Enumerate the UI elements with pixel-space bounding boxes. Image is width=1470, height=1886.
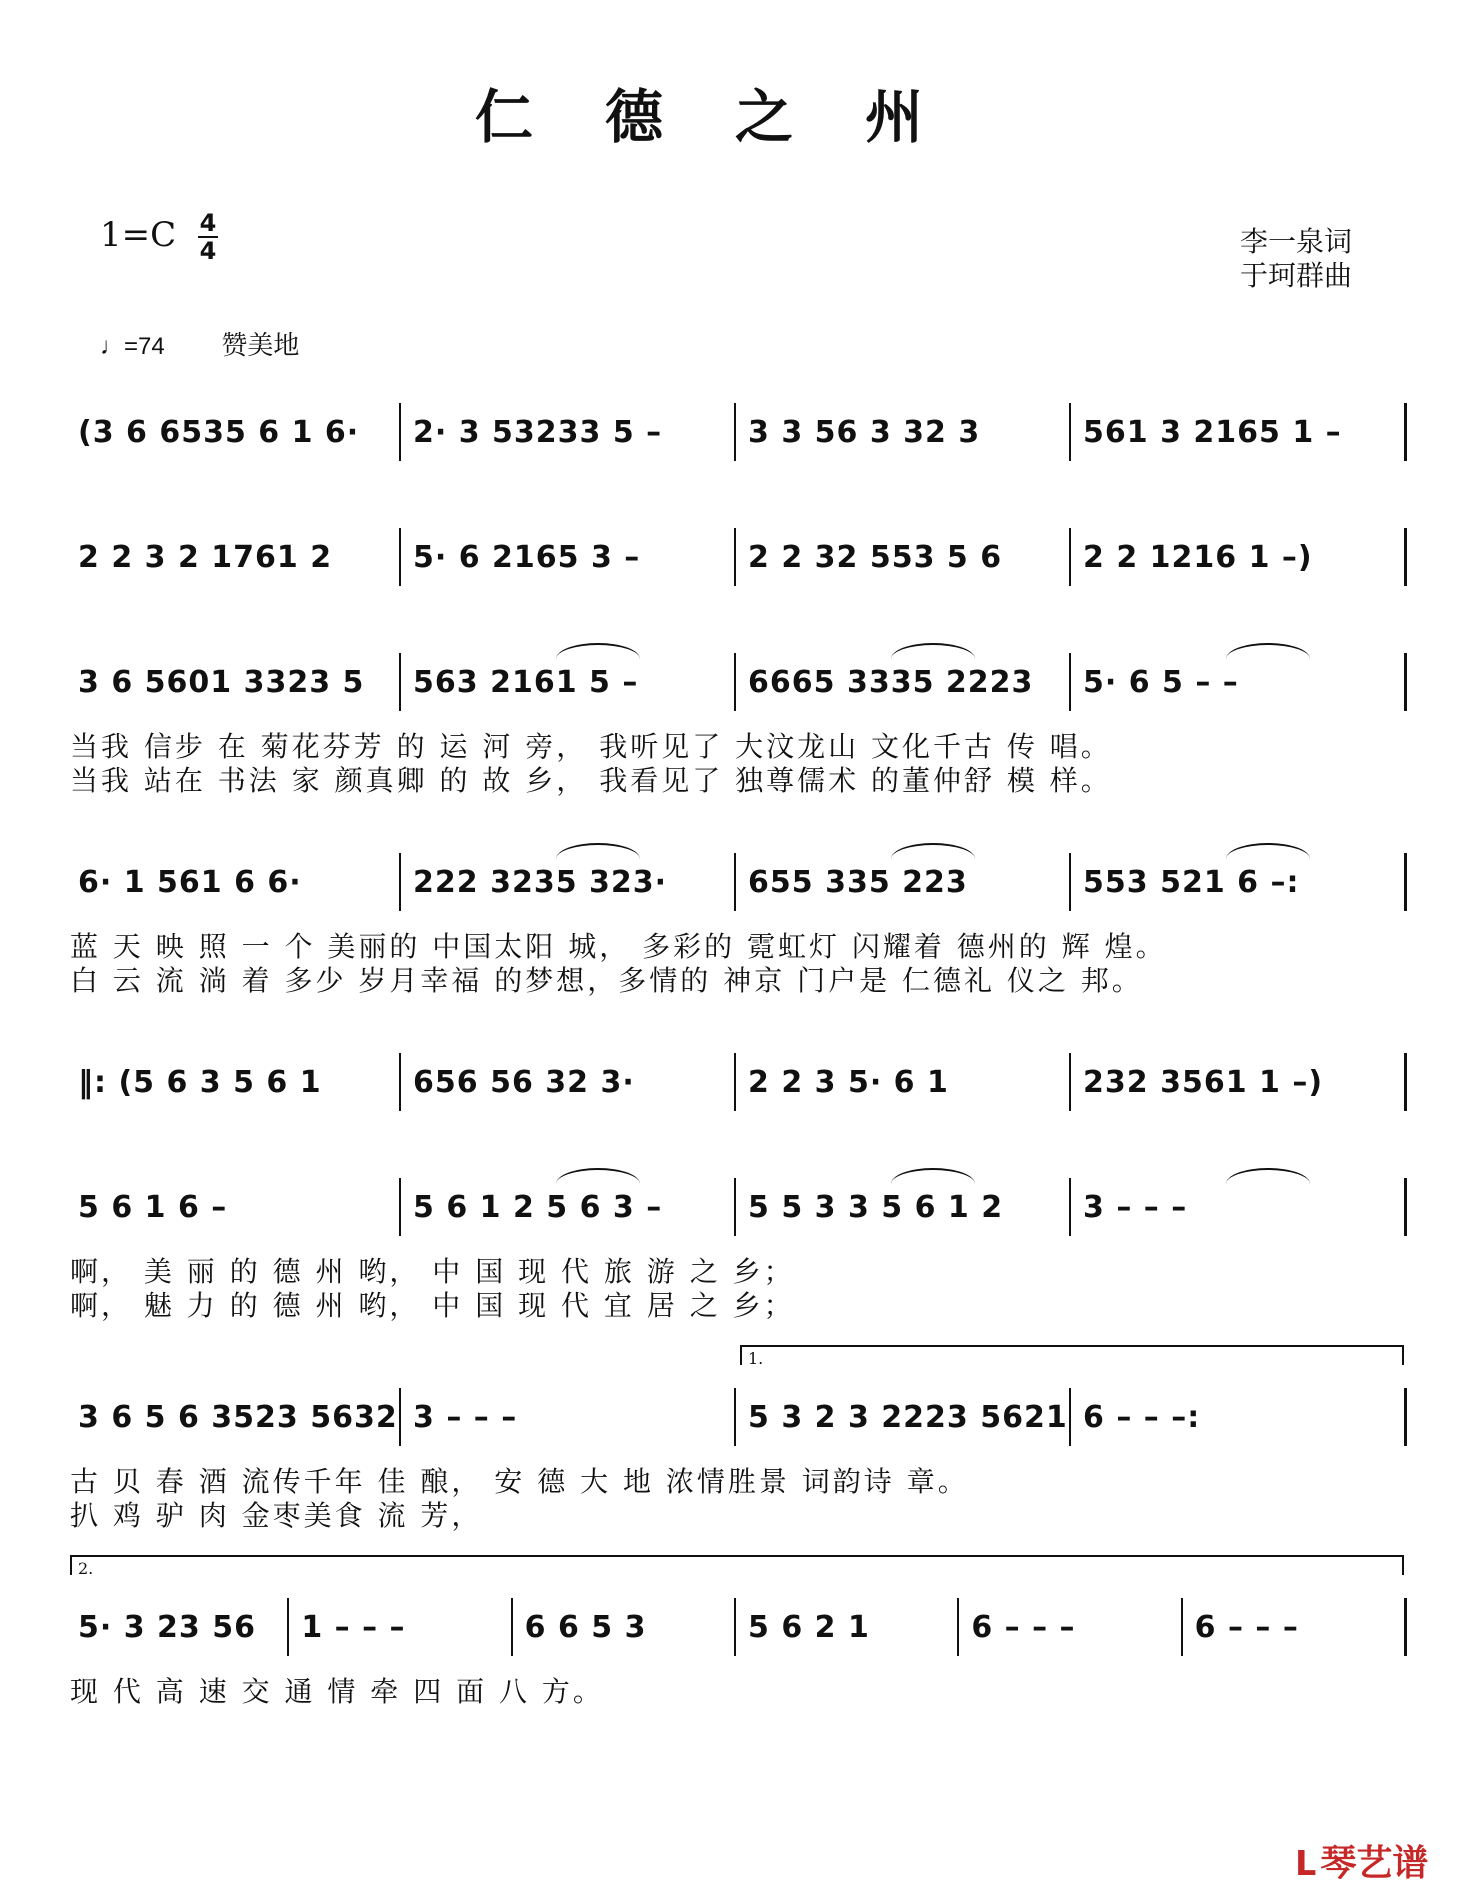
notation-line (70, 865, 1420, 925)
measure: 2 2 1216 1 –) (1083, 540, 1313, 575)
measure: 232 3561 1 –) (1083, 1065, 1324, 1100)
lyric-line: 啊， 美 丽 的 德 州 哟， 中 国 现 代 旅 游 之 乡； (70, 1255, 795, 1288)
slur (1226, 1168, 1310, 1184)
measure: 6 – – – (1194, 1610, 1299, 1645)
lyricist: 李一泉词 (1240, 225, 1353, 258)
watermark-logo-icon: ᒪ (1295, 1844, 1317, 1884)
tempo-mark: ♩=74 (100, 333, 165, 360)
lyric-line: 蓝 天 映 照 一 个 美丽的 中国太阳 城， 多彩的 霓虹灯 闪耀着 德州的 辉 煌。 (70, 930, 1167, 963)
barline (1069, 528, 1071, 586)
measure: 3 6 5 6 3523 5632 (78, 1400, 398, 1435)
measure: 2 2 32 553 5 6 (748, 540, 1003, 575)
barline (1404, 403, 1407, 461)
slur (556, 643, 640, 659)
time-signature-top: 4 (199, 209, 217, 237)
volta-label: 2. (78, 1559, 94, 1578)
barline (1069, 1053, 1071, 1111)
song-title: 仁德之州 (474, 83, 995, 151)
barline (1069, 653, 1071, 711)
barline (1069, 1388, 1071, 1446)
measure: 5 5 3 3 5 6 1 2 (748, 1190, 1004, 1225)
measure: 655 335 223 (748, 865, 968, 900)
slur (891, 1168, 975, 1184)
slur (1226, 843, 1310, 859)
slur (556, 843, 640, 859)
credits (1240, 225, 1352, 293)
notation-line (70, 1065, 1420, 1125)
time-signature (198, 209, 218, 265)
barline (734, 1053, 736, 1111)
barline (1069, 403, 1071, 461)
barline (734, 403, 736, 461)
barline (734, 853, 736, 911)
measure: 6665 3335 2223 (748, 665, 1034, 700)
notation-line (70, 1190, 1420, 1250)
notation-line (70, 665, 1420, 725)
lyric-line: 当我 信步 在 菊花芬芳 的 运 河 旁， 我听见了 大汶龙山 文化千古 传 唱。 (70, 730, 1112, 763)
barline (734, 1178, 736, 1236)
measure: 6 – – – (971, 1610, 1076, 1645)
barline (1069, 1178, 1071, 1236)
barline (399, 1053, 401, 1111)
barline (1404, 653, 1407, 711)
measure: 5 6 1 6 – (78, 1190, 228, 1225)
lyric-line: 古 贝 春 酒 流传千年 佳 酿， 安 德 大 地 浓情胜景 词韵诗 章。 (70, 1465, 969, 1498)
notation-line (70, 540, 1420, 600)
barline (734, 1388, 736, 1446)
barline (399, 528, 401, 586)
barline (1404, 528, 1407, 586)
measure: 553 521 6 –: (1083, 865, 1300, 900)
notation-line (70, 415, 1420, 475)
barline (957, 1598, 959, 1656)
volta-bracket (740, 1345, 1404, 1368)
composer: 于珂群曲 (1240, 259, 1353, 292)
barline (1181, 1598, 1183, 1656)
watermark: ᒪ 琴艺谱 (1295, 1843, 1429, 1884)
volta-bracket (70, 1555, 1404, 1578)
measure: 563 2161 5 – (413, 665, 639, 700)
measure: 5 3 2 3 2223 5621 (748, 1400, 1068, 1435)
measure: 6 6 5 3 (524, 1610, 647, 1645)
barline (399, 403, 401, 461)
barline (1404, 853, 1407, 911)
notation-line (70, 1610, 1420, 1670)
measure: 5· 6 2165 3 – (413, 540, 641, 575)
notation-line (70, 1400, 1420, 1460)
key-signature: 1=C (100, 215, 177, 255)
measure: 2 2 3 2 1761 2 (78, 540, 333, 575)
measure: 3 3 56 3 32 3 (748, 415, 981, 450)
volta-label: 1. (748, 1349, 764, 1368)
measure: 2· 3 53233 5 – (413, 415, 663, 450)
time-signature-bottom: 4 (199, 237, 217, 265)
measure: 5· 3 23 56 (78, 1610, 256, 1645)
tempo (100, 325, 299, 362)
measure: 1 – – – (301, 1610, 406, 1645)
lyric-line: 啊， 魅 力 的 德 州 哟， 中 国 现 代 宜 居 之 乡； (70, 1289, 795, 1322)
measure: 561 3 2165 1 – (1083, 415, 1342, 450)
measure: 2 2 3 5· 6 1 (748, 1065, 949, 1100)
barline (399, 1388, 401, 1446)
measure: 5 6 2 1 (748, 1610, 870, 1645)
measure: 5· 6 5 – – (1083, 665, 1239, 700)
slur (891, 643, 975, 659)
barline (734, 1598, 736, 1656)
barline (734, 653, 736, 711)
barline (1404, 1178, 1407, 1236)
barline (734, 528, 736, 586)
barline (1404, 1388, 1407, 1446)
slur (556, 1168, 640, 1184)
measure: 6 – – –: (1083, 1400, 1201, 1435)
lyric-line: 当我 站在 书法 家 颜真卿 的 故 乡， 我看见了 独尊儒术 的董仲舒 模 样。 (70, 764, 1112, 797)
barline (511, 1598, 513, 1656)
lyric-line: 现 代 高 速 交 通 情 牵 四 面 八 方。 (70, 1675, 604, 1708)
barline (1404, 1598, 1407, 1656)
lyric-line: 白 云 流 淌 着 多少 岁月幸福 的梦想，多情的 神京 门户是 仁德礼 仪之 邦。 (70, 964, 1143, 997)
slur (891, 843, 975, 859)
measure: 3 – – – (1083, 1190, 1188, 1225)
measure: 3 – – – (413, 1400, 518, 1435)
barline (399, 1178, 401, 1236)
barline (399, 653, 401, 711)
measure: 3 6 5601 3323 5 (78, 665, 365, 700)
barline (287, 1598, 289, 1656)
measure: (3 6 6535 6 1 6· (78, 415, 360, 450)
measure: 6· 1 561 6 6· (78, 865, 302, 900)
slur (1226, 643, 1310, 659)
barline (1404, 1053, 1407, 1111)
measure: ‖: (5 6 3 5 6 1 (78, 1065, 322, 1100)
barline (1069, 853, 1071, 911)
measure: 5 6 1 2 5 6 3 – (413, 1190, 663, 1225)
measure: 222 3235 323· (413, 865, 668, 900)
lyric-line: 扒 鸡 驴 肉 金枣美食 流 芳， (70, 1499, 483, 1532)
expression-mark: 赞美地 (221, 330, 300, 360)
measure: 656 56 32 3· (413, 1065, 635, 1100)
barline (399, 853, 401, 911)
